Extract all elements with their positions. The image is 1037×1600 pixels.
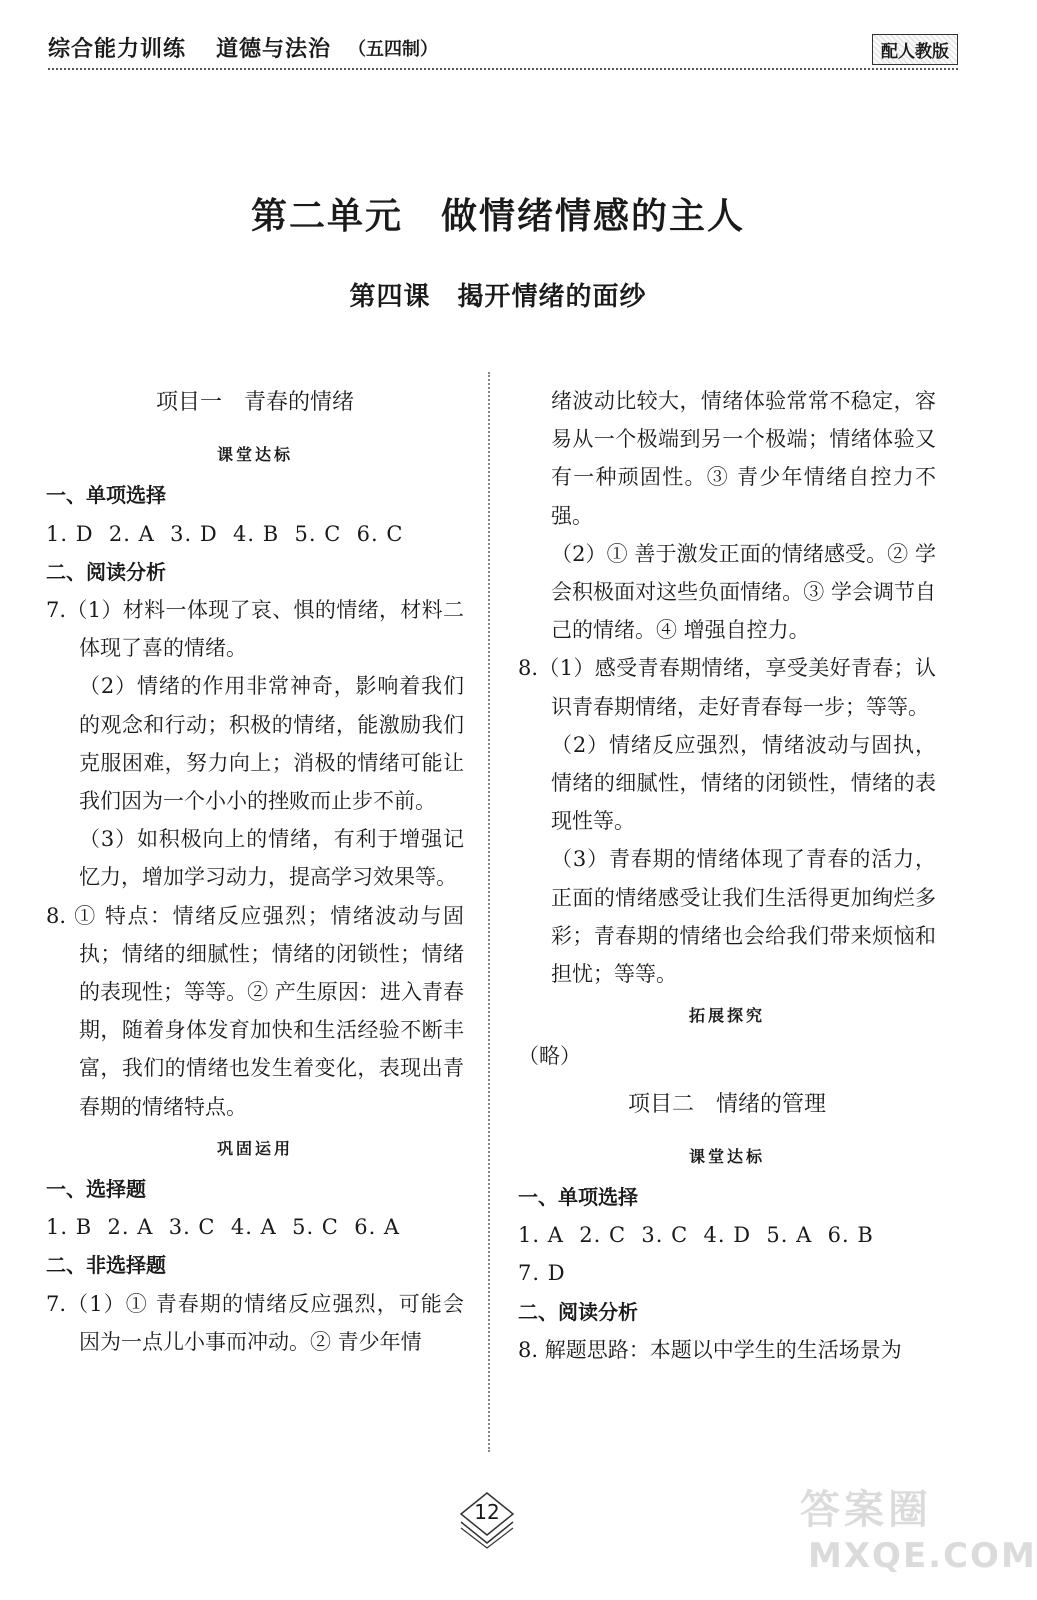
lesson-title: 第四课 揭开情绪的面纱 [349,282,647,312]
subject-title: 道德与法治 [216,37,332,62]
answer-item: （2）① 善于激发正面的情绪感受。② 学会积极面对这些负面情绪。③ 学会调节自己的情绪。④ 增强自控力。 [551,541,936,643]
answer-item: 7.（1）材料一体现了哀、惧的情绪，材料二体现了喜的情绪。 [46,598,464,661]
section-heading: 一、单项选择 [46,483,166,508]
subsection-heading: 巩固运用 [216,1138,293,1158]
section-heading: 一、选择题 [46,1177,146,1202]
page-number: 12 [474,1500,500,1524]
section-heading: 二、阅读分析 [46,559,166,584]
answer-item: 8. 解题思路：本题以中学生的生活场景为 [518,1337,902,1362]
page-number-badge [458,1490,516,1548]
section-heading: 二、非选择题 [46,1253,166,1278]
publisher-badge: 配人教版 [872,34,958,65]
project-heading: 项目一 青春的情绪 [155,390,354,415]
watermark-bottom: MXQE.COM [808,1536,1037,1576]
project-heading: 项目二 情绪的管理 [627,1091,826,1117]
answer-item: （3）如积极向上的情绪，有利于增强记忆力，增加学习动力，提高学习效果等。 [79,827,464,890]
answer-line: 1. D 2. A 3. D 4. B 5. C 6. C [46,521,404,546]
answer-item: 绪波动比较大，情绪体验常常不稳定，容易从一个极端到另一个极端；情绪体验又有一种顽固性。③ 青少年情绪自控力不强。 [551,389,936,528]
subsection-heading: 拓展探究 [688,1006,765,1026]
section-heading: 二、阅读分析 [518,1299,638,1324]
page-header [48,28,958,70]
answer-line: 1. A 2. C 3. C 4. D 5. A 6. B [518,1223,874,1248]
answer-item: （3）青春期的情绪体现了青春的活力，正面的情绪感受让我们生活得更加绚烂多彩；青春期的情绪也会给我们带来烦恼和担忧；等等。 [551,847,936,987]
answer-item: （2）情绪的作用非常神奇，影响着我们的观念和行动；积极的情绪，能激励我们克服困难，努力向上；消极的情绪可能让我们因为一个小小的挫败而止步不前。 [79,674,464,814]
column-divider [488,372,490,1452]
subsection-heading: 课堂达标 [688,1146,765,1166]
unit-title: 第二单元 做情绪情感的主人 [250,196,745,237]
left-column [46,382,464,1361]
watermark-logo [800,1478,1037,1588]
section-heading: 一、单项选择 [518,1185,638,1210]
answer-line: 7. D [518,1261,566,1286]
answer-line: （略） [518,1044,581,1069]
watermark-top: 答案圈 [800,1487,932,1533]
answer-item: （2）情绪反应强烈，情绪波动与固执，情绪的细腻性，情绪的闭锁性，情绪的表现性等。 [551,732,936,834]
book-title: 综合能力训练 [48,37,187,62]
answer-line: 1. B 2. A 3. C 4. A 5. C 6. A [46,1215,401,1240]
subsection-heading: 课堂达标 [216,445,293,465]
answer-item: 8.（1）感受青春期情绪，享受美好青春；认识青春期情绪，走好青春每一步；等等。 [518,656,936,719]
edition-label: （五四制） [348,39,438,60]
answer-item: 7.（1）① 青春期的情绪反应强烈，可能会因为一点儿小事而冲动。② 青少年情 [46,1291,464,1354]
answer-item: 8. ① 特点：情绪反应强烈；情绪波动与固执；情绪的细腻性；情绪的闭锁性；情绪的表现性；等等。② 产生原因：进入青春期，随着身体发育加快和生活经验不断丰富，我们的情绪也发生着变化，表现出青春期的情绪特点。 [46,903,464,1119]
right-column [518,382,936,1369]
